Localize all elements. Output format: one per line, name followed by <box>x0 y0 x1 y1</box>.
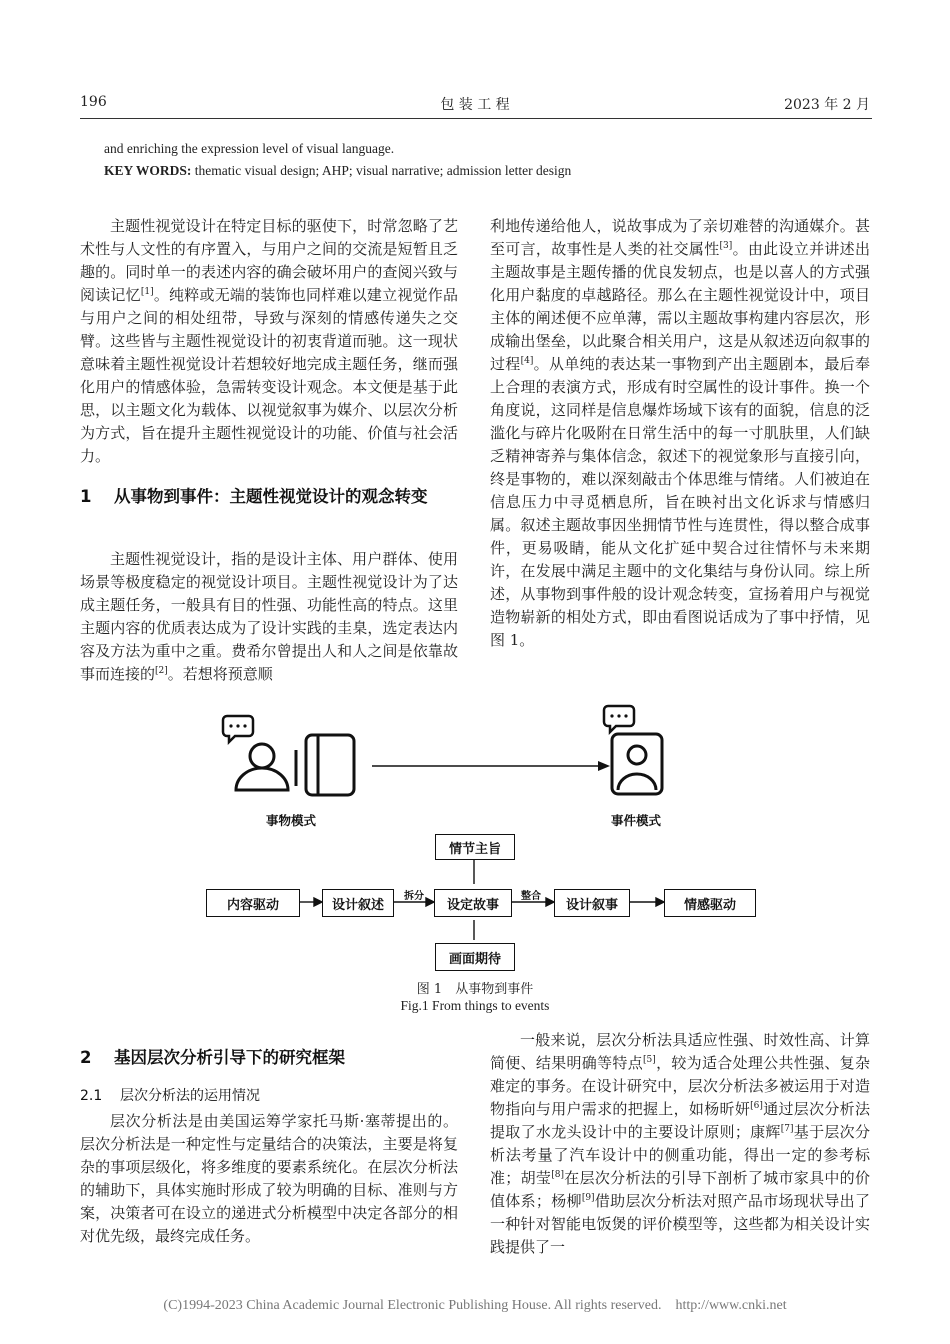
copyright-footer <box>0 1298 950 1314</box>
figure-caption-cn: 图 1 从事物到事件 <box>416 982 534 997</box>
left-column-top <box>80 215 458 468</box>
header-rule <box>80 118 872 119</box>
left-column-bottom <box>80 1110 458 1248</box>
events-mode-label: 事件模式 <box>611 813 662 828</box>
figure-caption-en: Fig.1 From things to events <box>400 998 550 1013</box>
arrow-label-integrate: 整合 <box>521 891 541 902</box>
box-design-narration: 设计叙述 <box>322 889 394 917</box>
box-plot-theme: 情节主旨 <box>435 834 515 860</box>
section-2-1-paragraph: 层次分析法是由美国运筹学家托马斯·塞蒂提出的。层次分析法是一种定性与定量结合的决策法，主要是将复杂的事项层级化，将多维度的要素系统化。在层次分析法的辅助下，具体实施时形成了较为明确的目标、准则与方案，决策者可在设立的递进式分析模型中决定各部分的相对优先级，最终完成任务。 <box>80 1112 458 1245</box>
right-column-top <box>490 215 870 652</box>
issue-date: 2023 年 2 月 <box>784 97 870 113</box>
section-1-heading: 1 从事物到事件：主题性视觉设计的观念转变 <box>80 487 428 506</box>
speech-bubble-icon <box>223 716 253 742</box>
arrow-label-split: 拆分 <box>404 891 424 902</box>
journal-title: 包 装 工 程 <box>440 97 510 113</box>
intro-paragraph: 主题性视觉设计在特定目标的驱使下，时常忽略了艺术性与人文性的有序置入，与用户之间的交流是短暂且乏趣的。同时单一的表述内容的确会破坏用户的查阅兴致与阅读记忆[1]。纯粹或无端的装饰也同样难以建立视觉作品与用户之间的相处纽带，导致与深刻的情感传递失之交臂。这些皆与主题性视觉设计的初衷背道而驰。这一现状意味着主题性视觉设计若想较好地完成主题任务，继而强化用户的情感体验，急需转变设计观念。本文便是基于此思，以主题文化为载体、以视觉叙事为媒介、以层次分析为方式，旨在提升主题性视觉设计的功能、价值与社会活力。 <box>80 217 458 465</box>
card-icon <box>306 735 354 795</box>
person-icon <box>236 744 288 790</box>
left-column-section1 <box>80 548 458 686</box>
box-emotion-drive: 情感驱动 <box>664 889 756 917</box>
right-paragraph: 利地传递给他人，说故事成为了亲切难替的沟通媒介。甚至可言，故事性是人类的社交属性[3]。由此设立并讲述出主题故事是主题传播的优良发轫点，也是以喜人的方式强化用户黏度的卓越路径。那么在主题性视觉设计中，项目主体的阐述便不应单薄，需以主题故事构建内容层次，形成输出堡垒，以此聚合相关用户，这是从叙述迈向叙事的过程[4]。从单纯的表达某一事物到产出主题剧本，最后奉上合理的表演方式，形成有时空属性的设计事件。换一个角度说，这同样是信息爆炸场域下该有的面貌，信息的泛滥化与碎片化吸附在日常生活中的每一寸肌肤里，人们缺乏精神寄养与集体信念，叙述下的视觉象形与直接引向，终是事物的，难以深刻敲击个体思维与情绪。人们被迫在信息压力中寻觅栖息所，旨在映衬出文化诉求与情感归属。叙述主题故事因坐拥情节性与连贯性，得以整合成事件，更易吸睛，能从文化扩延中契合过往情怀与未来期许，在发展中满足主题中的文化集结与身份认同。综上所述，从事物到事件般的设计观念转变，宣扬着用户与视觉造物崭新的相处方式，即由看图说话成为了事中抒情，见图 1。 <box>490 217 870 649</box>
citation: [2] <box>155 666 168 676</box>
copyright-text: (C)1994-2023 China Academic Journal Electronic Publishing House. All rights reserved. <box>163 1298 662 1313</box>
section-1-paragraph: 主题性视觉设计，指的是设计主体、用户群体、使用场景等极度稳定的视觉设计项目。主题性视觉设计为了达成主题任务，一般具有目的性强、功能性高的特点。这里主题内容的优质表达成为了设计实践的圭臬，选定表达内容及方法为重中之重。费希尔曾提出人和人之间是依靠故事而连接的[2]。若想将预意顺 <box>80 550 458 683</box>
ahp-paragraph: 一般来说，层次分析法具适应性强、时效性高、计算简便、结果明确等特点[5]，较为适合处理公共性强、复杂难定的事务。在设计研究中，层次分析法多被运用于对造物指向与用户需求的把握上，如杨昕妍[6]通过层次分析法提取了水龙头设计中的主要设计原则；康辉[7]基于层次分析法考量了汽车设计中的侧重功能，得出一定的参考标准；胡莹[8]在层次分析法的引导下剖析了城市家具中的价值体系；杨柳[9]借助层次分析法对照产品市场现状导出了一种针对智能电饭煲的评价模型等，这些都为相关设计实践提供了一 <box>490 1031 870 1256</box>
box-set-story: 设定故事 <box>434 889 512 917</box>
keywords-text: thematic visual design; AHP; visual narrative; admission letter design <box>191 163 572 178</box>
box-picture-expectation: 画面期待 <box>435 943 515 971</box>
right-column-bottom <box>490 1029 870 1259</box>
citation: [1] <box>140 287 154 297</box>
abstract-tail: and enriching the expression level of visual language. <box>104 141 395 156</box>
section-2-1-heading: 2.1 层次分析法的运用情况 <box>80 1088 260 1104</box>
person-card-icon <box>612 734 662 794</box>
cnki-url[interactable]: http://www.cnki.net <box>675 1298 787 1313</box>
keywords <box>104 163 571 179</box>
page-number: 196 <box>80 94 107 110</box>
section-2-heading: 2 基因层次分析引导下的研究框架 <box>80 1048 345 1067</box>
box-content-drive: 内容驱动 <box>206 889 300 917</box>
box-design-narrative: 设计叙事 <box>554 889 630 917</box>
keywords-label: KEY WORDS: <box>104 163 192 178</box>
figure-1 <box>200 700 760 980</box>
speech-bubble-icon <box>604 706 634 732</box>
things-mode-label: 事物模式 <box>266 813 317 828</box>
